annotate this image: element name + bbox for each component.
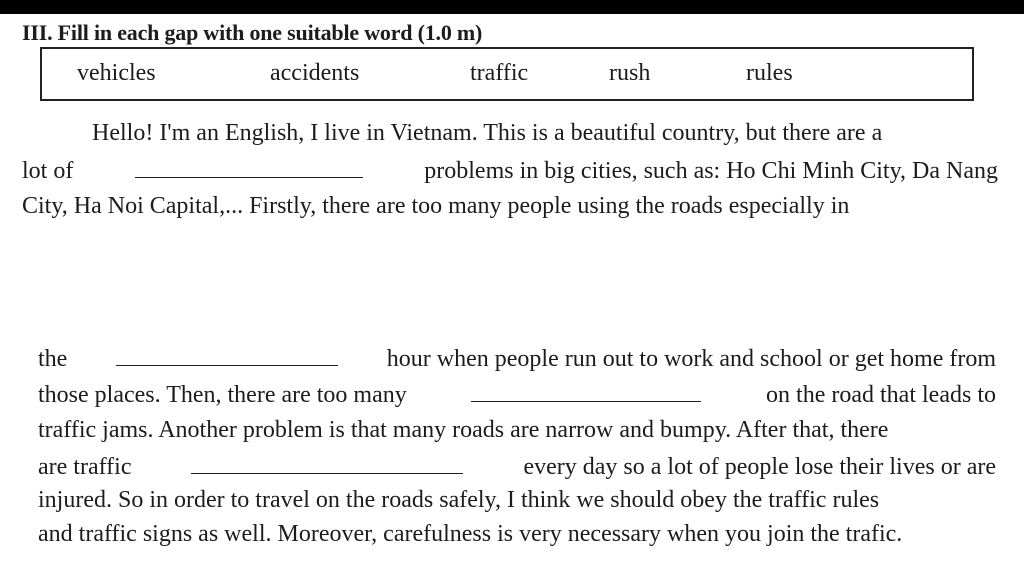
passage-text: and traffic signs as well. Moreover, carefulness is very necessary when you join the trafic. <box>38 521 903 547</box>
passage-text: on the road that leads to <box>766 382 996 408</box>
passage-line <box>38 521 996 548</box>
passage-text: injured. So in order to travel on the roads safely, I think we should obey the traffic rules <box>38 487 880 513</box>
passage-text: those places. Then, there are too many <box>38 382 407 408</box>
passage-line <box>38 453 996 481</box>
gap-blank-2[interactable] <box>116 345 338 366</box>
word-bank-item: accidents <box>270 60 360 86</box>
passage-text: are traffic <box>38 454 132 480</box>
word-bank-item: vehicles <box>77 60 156 86</box>
word-bank-box <box>40 47 974 101</box>
word-bank-item: rush <box>609 60 651 86</box>
passage-line <box>22 193 998 220</box>
gap-blank-3[interactable] <box>471 381 701 402</box>
passage-text: Hello! I'm an English, I live in Vietnam. This is a beautiful country, but there are a <box>92 120 883 146</box>
word-bank-item: rules <box>746 60 793 86</box>
passage-line <box>38 381 996 409</box>
passage-text: City, Ha Noi Capital,... Firstly, there are too many people using the roads especially in <box>22 193 850 219</box>
passage-line <box>38 345 996 373</box>
gap-blank-4[interactable] <box>191 453 463 474</box>
passage-text: every day so a lot of people lose their lives or are <box>523 454 996 480</box>
passage-line <box>38 417 996 444</box>
passage-text: hour when people run out to work and school or get home from <box>386 346 996 372</box>
word-bank-item: traffic <box>470 60 529 86</box>
exercise-heading: III. Fill in each gap with one suitable word (1.0 m) <box>22 20 483 45</box>
top-black-bar <box>0 0 1024 14</box>
passage-text: problems in big cities, such as: Ho Chi Minh City, Da Nang <box>424 158 998 184</box>
passage-text: lot of <box>22 158 74 184</box>
passage-line <box>92 120 998 147</box>
gap-blank-1[interactable] <box>135 157 363 178</box>
passage-text: the <box>38 346 68 372</box>
passage-line <box>38 487 996 514</box>
passage-text: traffic jams. Another problem is that many roads are narrow and bumpy. After that, there <box>38 417 889 443</box>
passage-line <box>22 157 998 185</box>
